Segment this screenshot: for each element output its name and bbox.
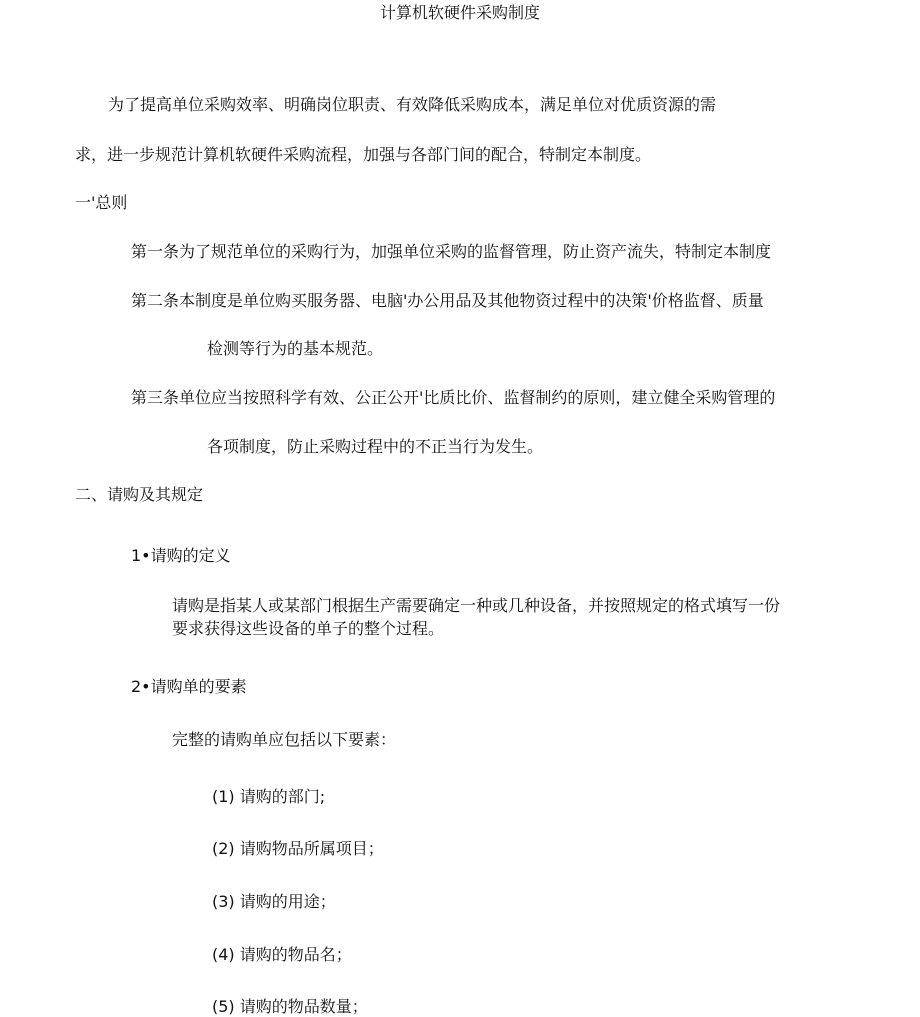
- article-line: 各项制度，防止采购过程中的不正当行为发生。: [207, 437, 544, 456]
- section-heading: 一'总则: [75, 193, 128, 212]
- article-line: 第一条为了规范单位的采购行为，加强单位采购的监督管理，防止资产流失，特制定本制度: [131, 242, 772, 261]
- intro-line: 求，进一步规范计算机软硬件采购流程，加强与各部门间的配合，特制定本制度。: [75, 145, 652, 164]
- list-item: (1) 请购的部门;: [212, 787, 326, 806]
- paragraph-line: 要求获得这些设备的单子的整个过程。: [172, 619, 445, 638]
- document-title: 计算机软硬件采购制度: [379, 3, 540, 22]
- section-heading: 二、请购及其规定: [75, 485, 204, 504]
- list-item: (2) 请购物品所属项目；: [212, 839, 384, 858]
- paragraph-line: 请购是指某人或某部门根据生产需要确定一种或几种设备，并按照规定的格式填写一份: [172, 596, 781, 615]
- list-item: (5) 请购的物品数量；: [212, 997, 368, 1016]
- article-line: 第二条本制度是单位购买服务器、电脑'办公用品及其他物资过程中的决策'价格监督、质量: [131, 291, 764, 310]
- article-line: 检测等行为的基本规范。: [207, 339, 384, 358]
- subsection-heading: 1•请购的定义: [131, 546, 231, 565]
- intro-line: 为了提高单位采购效率、明确岗位职责、有效降低采购成本，满足单位对优质资源的需: [108, 95, 717, 114]
- list-item: (3) 请购的用途；: [212, 892, 336, 911]
- list-item: (4) 请购的物品名；: [212, 945, 352, 964]
- article-line: 第三条单位应当按照科学有效、公正公开'比质比价、监督制约的原则，建立健全采购管理的: [131, 388, 776, 407]
- subsection-heading: 2•请购单的要素: [131, 677, 247, 696]
- paragraph-line: 完整的请购单应包括以下要素：: [172, 730, 397, 749]
